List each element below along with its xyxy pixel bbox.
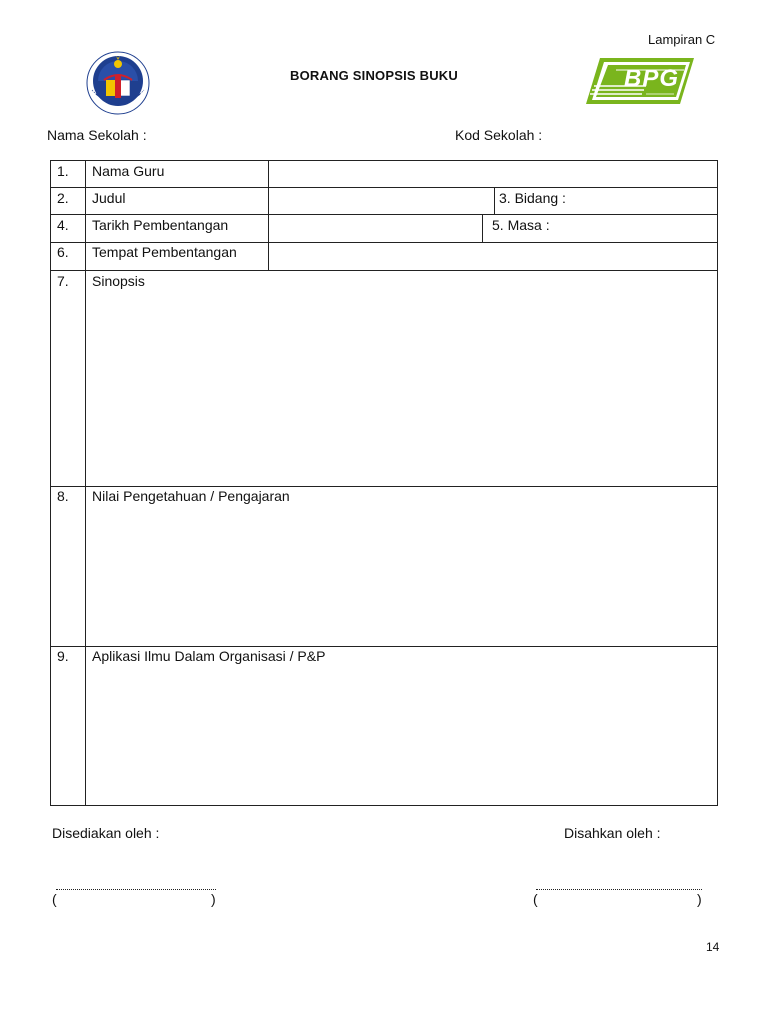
row-9-number: 9. (57, 648, 69, 664)
kod-sekolah-label: Kod Sekolah : (455, 127, 543, 143)
row-7-label: Sinopsis (92, 273, 145, 289)
bpg-logo-text: BPG (624, 65, 680, 92)
row-2-number: 2. (57, 190, 69, 206)
row-8-label: Nilai Pengetahuan / Pengajaran (92, 488, 290, 504)
judul-field[interactable] (269, 188, 493, 214)
bpg-logo (586, 56, 694, 106)
nilai-area[interactable] (86, 507, 717, 645)
row-7-number: 7. (57, 273, 69, 289)
prepared-close-paren: ) (211, 891, 216, 907)
disahkan-label: Disahkan oleh : (564, 825, 661, 841)
page-title: BORANG SINOPSIS BUKU (290, 68, 458, 83)
nama-sekolah-label: Nama Sekolah : (47, 127, 147, 143)
row-8-number: 8. (57, 488, 69, 504)
row-1-label: Nama Guru (92, 163, 165, 179)
lampiran-label: Lampiran C (648, 32, 716, 47)
bidang-label: 3. Bidang : (499, 190, 566, 206)
tarikh-field[interactable] (269, 215, 481, 242)
row-4-label: Tarikh Pembentangan (92, 217, 229, 233)
masa-label: 5. Masa : (492, 217, 550, 233)
approved-open-paren: ( (533, 891, 538, 907)
row-1-number: 1. (57, 163, 69, 179)
row-6-label: Tempat Pembentangan (92, 244, 237, 260)
prepared-open-paren: ( (52, 891, 57, 907)
row-9-label: Aplikasi Ilmu Dalam Organisasi / P&P (92, 648, 326, 664)
approved-close-paren: ) (697, 891, 702, 907)
synopsis-form-table (50, 160, 718, 806)
disediakan-label: Disediakan oleh : (52, 825, 160, 841)
approved-signature-line (536, 889, 702, 890)
row-6-number: 6. (57, 244, 69, 260)
prepared-signature-line (56, 889, 216, 890)
ministry-crest-logo (82, 50, 154, 120)
nama-guru-field[interactable] (269, 161, 717, 187)
row-2-label: Judul (92, 190, 126, 206)
aplikasi-area[interactable] (86, 667, 717, 805)
tempat-field[interactable] (269, 243, 717, 270)
row-4-number: 4. (57, 217, 69, 233)
sinopsis-area[interactable] (86, 291, 717, 485)
page-number: 14 (706, 940, 720, 954)
